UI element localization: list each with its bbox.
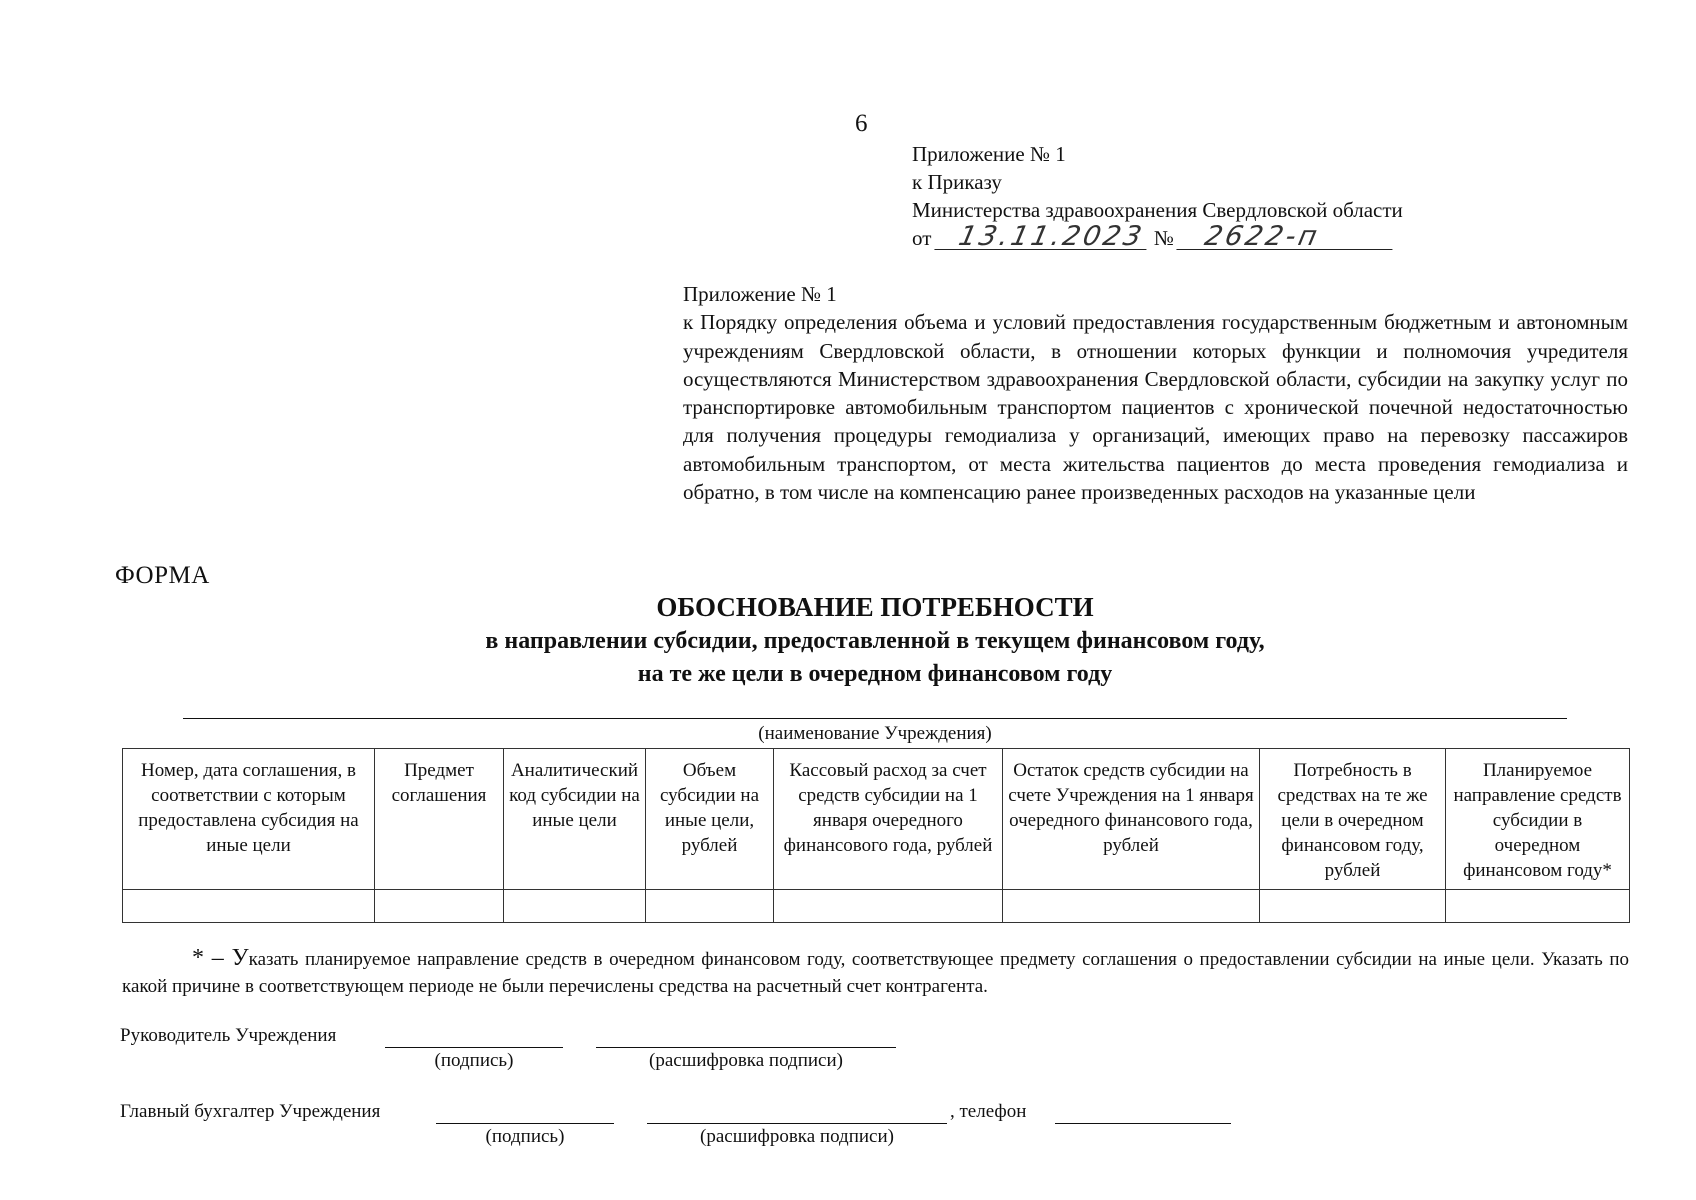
- head-signature-caption: (подпись): [434, 1050, 514, 1071]
- order-date-handwritten: 13.11.2023: [934, 225, 1151, 250]
- table-cell[interactable]: [123, 890, 375, 923]
- header-planned-direction: Планируемое направление средств субсидии в очередном финансовом году*: [1446, 749, 1630, 890]
- table-cell[interactable]: [504, 890, 646, 923]
- page-number: 6: [855, 110, 868, 137]
- header-need-next-year: Потребность в средствах на те же цели в очередном финансовом году, рублей: [1260, 749, 1446, 890]
- accountant-decoding-caption: (расшифровка подписи): [700, 1126, 894, 1147]
- date-prefix: от: [912, 226, 932, 250]
- procedure-appendix-text: к Порядку определения объема и условий предоставления государственным бюджетным и автономным учреждениям Свердловской области, в отношении которых функции и полномочия учредителя осуществляются Министерством здравоохранения Свердловской области, субсидии на закупку услуг по транспортировке автомобильным транспортом пациентов с хронической почечной недостаточностью для получения процедуры гемодиализа у организаций, имеющих право на перевозку пассажиров автомобильным транспортом, от места жительства пациентов до места проведения гемодиализа и обратно, в том числе на компенсацию ранее произведенных расходов на указанные цели: [683, 310, 1628, 505]
- accountant-decoding-field[interactable]: [647, 1123, 947, 1124]
- procedure-appendix-label: Приложение № 1: [683, 282, 837, 306]
- institution-name-field[interactable]: [183, 718, 1567, 719]
- header-remaining-balance: Остаток средств субсидии на счете Учреждения на 1 января очередного финансового года, рублей: [1003, 749, 1260, 890]
- header-agreement-subject: Предмет соглашения: [375, 749, 504, 890]
- header-analytical-code: Аналитический код субсидии на иные цели: [504, 749, 646, 890]
- table-cell[interactable]: [375, 890, 504, 923]
- accountant-signature-label: Главный бухгалтер Учреждения: [120, 1101, 381, 1122]
- table-cell[interactable]: [646, 890, 774, 923]
- head-signature-label: Руководитель Учреждения: [120, 1025, 337, 1046]
- order-date-number-line: [912, 221, 1403, 252]
- head-signature-field[interactable]: [385, 1047, 563, 1048]
- document-subtitle-line1: в направлении субсидии, предоставленной в текущем финансовом году,: [485, 628, 1265, 654]
- table-header-row: [123, 749, 1630, 890]
- form-label: ФОРМА: [115, 562, 210, 589]
- head-decoding-caption: (расшифровка подписи): [649, 1050, 843, 1071]
- footnote: [122, 945, 1629, 1000]
- header-subsidy-volume: Объем субсидии на иные цели, рублей: [646, 749, 774, 890]
- footnote-text: казать планируемое направление средств в очередном финансовом году, соответствующее предмету соглашения о предоставлении субсидии на иные цели. Указать по какой причине в соответствующем периоде не были перечислены средства на расчетный счет контрагента.: [122, 949, 1630, 997]
- table-cell[interactable]: [774, 890, 1003, 923]
- number-prefix: №: [1153, 226, 1174, 250]
- phone-label: , телефон: [950, 1101, 1027, 1122]
- head-decoding-field[interactable]: [596, 1047, 896, 1048]
- accountant-signature-caption: (подпись): [485, 1126, 565, 1147]
- table-cell[interactable]: [1260, 890, 1446, 923]
- justification-table: [122, 748, 1630, 923]
- order-appendix-line2: к Приказу: [912, 170, 1002, 194]
- table-cell[interactable]: [1003, 890, 1260, 923]
- order-appendix-line1: Приложение № 1: [912, 142, 1066, 166]
- institution-name-caption: (наименование Учреждения): [758, 723, 992, 744]
- accountant-signature-field[interactable]: [436, 1123, 614, 1124]
- procedure-appendix: [683, 280, 1628, 506]
- table-cell[interactable]: [1446, 890, 1630, 923]
- footnote-mark: * – У: [192, 945, 249, 971]
- phone-field[interactable]: [1055, 1123, 1231, 1124]
- header-cash-expense: Кассовый расход за счет средств субсидии на 1 января очередного финансового года, рублей: [774, 749, 1003, 890]
- document-title: ОБОСНОВАНИЕ ПОТРЕБНОСТИ: [656, 592, 1094, 622]
- order-appendix-line3: Министерства здравоохранения Свердловской области: [912, 198, 1403, 222]
- header-agreement-number-date: Номер, дата соглашения, в соответствии с которым предоставлена субсидия на иные цели: [123, 749, 375, 890]
- document-subtitle-line2: на те же цели в очередном финансовом году: [637, 661, 1113, 687]
- order-number-handwritten: 2622-п: [1177, 225, 1398, 250]
- table-row: [123, 890, 1630, 923]
- order-appendix: [912, 140, 1403, 252]
